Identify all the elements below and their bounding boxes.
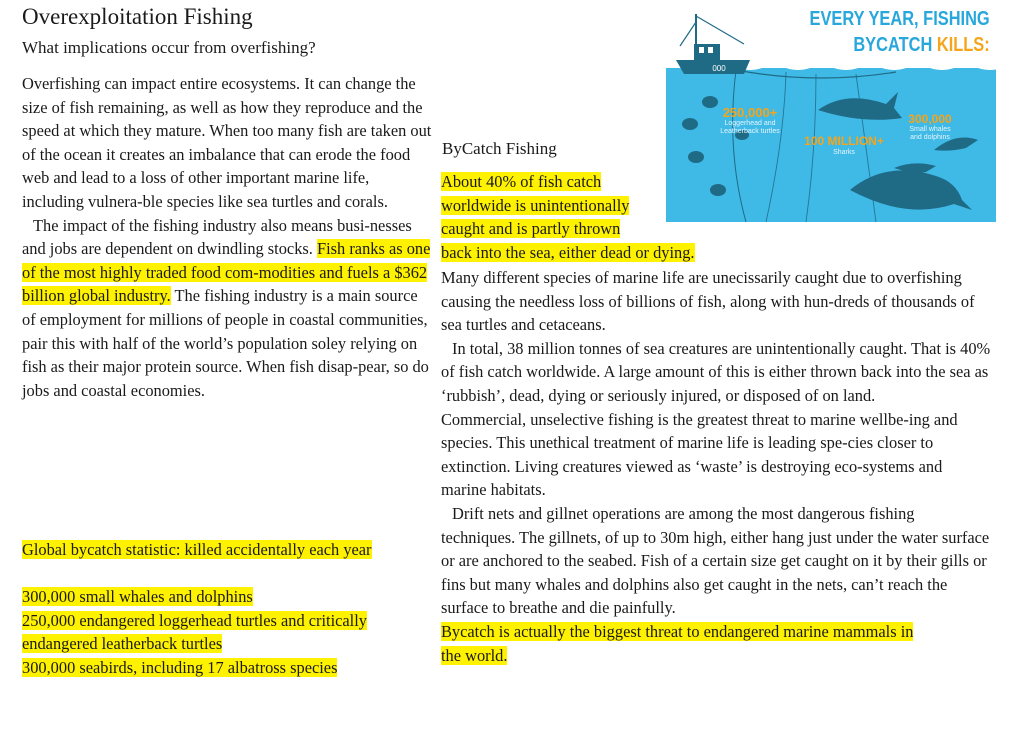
paragraph-biggest-threat: Bycatch is actually the biggest threat to endangered marine mammals in the world. bbox=[441, 621, 914, 665]
page-title: Overexploitation Fishing bbox=[22, 4, 253, 29]
paragraph-overfishing-ecosystems: Overfishing can impact entire ecosystems. It can change the size of fish remaining, as well as how they reproduce and the speed at which they mature. When too many fish are taken out of the ocean it creates an imbalance that can erode the food web and lead to a loss of other important marine life, including vulnera-ble species like sea turtles and corals. bbox=[22, 74, 432, 211]
paragraph-lead: The impact of the fishing industry also means busi-nesses and jobs are dependent on dwindling stocks. bbox=[22, 215, 412, 259]
statistics-heading: Global bycatch statistic: killed accidentally each year bbox=[22, 540, 372, 559]
bycatch-intro-line: back into the sea, either dead or dying. bbox=[441, 242, 695, 262]
turtles-stat: 250,000+ Loggerhead and Leatherback turtles bbox=[720, 105, 780, 135]
bycatch-intro-line: About 40% of fish catch bbox=[441, 172, 602, 191]
bycatch-statistics bbox=[22, 538, 422, 680]
whales-stat: 300,000 Small whales and dolphins bbox=[908, 112, 952, 141]
bycatch-intro-line: worldwide is unintentionally bbox=[441, 195, 630, 215]
statistic-whales-dolphins: 300,000 small whales and dolphins bbox=[22, 587, 253, 607]
statistic-turtles: 250,000 endangered loggerhead turtles and critically endangered leatherback turtles bbox=[22, 610, 367, 654]
sharks-stat: 100 MILLION+ Sharks bbox=[804, 134, 884, 156]
bycatch-infographic bbox=[666, 0, 996, 222]
infographic-headline: EVERY YEAR, FISHING BYCATCH KILLS: bbox=[809, 8, 990, 56]
highlight-global-industry: Fish ranks as one of the most highly traded food com-modities and fuels a $362 billion global industry. bbox=[22, 239, 431, 306]
statistic-seabirds: 300,000 seabirds, including 17 albatross species bbox=[22, 657, 338, 677]
paragraph-commercial-fishing: Commercial, unselective fishing is the greatest threat to marine wellbe-ing and species. This unethical treatment of marine life is leading spe-cies closer to extinction. Living creatures viewed as ‘waste’ is destroying eco-systems and marine habitats. bbox=[441, 409, 958, 500]
boat-marking: 000 bbox=[712, 64, 726, 73]
left-column bbox=[22, 72, 432, 402]
bycatch-section-title: ByCatch Fishing bbox=[442, 139, 557, 158]
paragraph-total-bycatch: In total, 38 million tonnes of sea creatures are unintentionally caught. That is 40% of fish catch worldwide. A large amount of this is either thrown back into the sea as ‘rubbish’, dead, dying or seriously injured, or disposed of on land. bbox=[441, 338, 991, 405]
paragraph-unnecessary-catch: Many different species of marine life are unecissarily caught due to overfishing causing the needless loss of billions of fish, along with hun-dreds of thousands of sea turtles and cetaceans. bbox=[441, 268, 975, 335]
page-subtitle: What implications occur from overfishing? bbox=[22, 38, 316, 57]
paragraph-fishing-industry bbox=[22, 214, 432, 403]
right-column bbox=[441, 266, 991, 667]
paragraph-drift-nets: Drift nets and gillnet operations are among the most dangerous fishing techniques. The gillnets, of up to 30m high, either hang just under the water surface or are anchored to the seabed. Fish of a certain size get caught on it by their gills or fins but many whales and dolphins also get caught in the nets, can’t reach the surface to breathe and die painfully. bbox=[441, 503, 990, 618]
paragraph-rest: The fishing industry is a main source of employment for millions of people in coastal communities, pair this with half of the world’s population soley relying on fish as their major protein source. When fish disap-pear, so do jobs and coastal economies. bbox=[22, 286, 429, 400]
bycatch-intro-line: caught and is partly thrown bbox=[441, 219, 621, 239]
